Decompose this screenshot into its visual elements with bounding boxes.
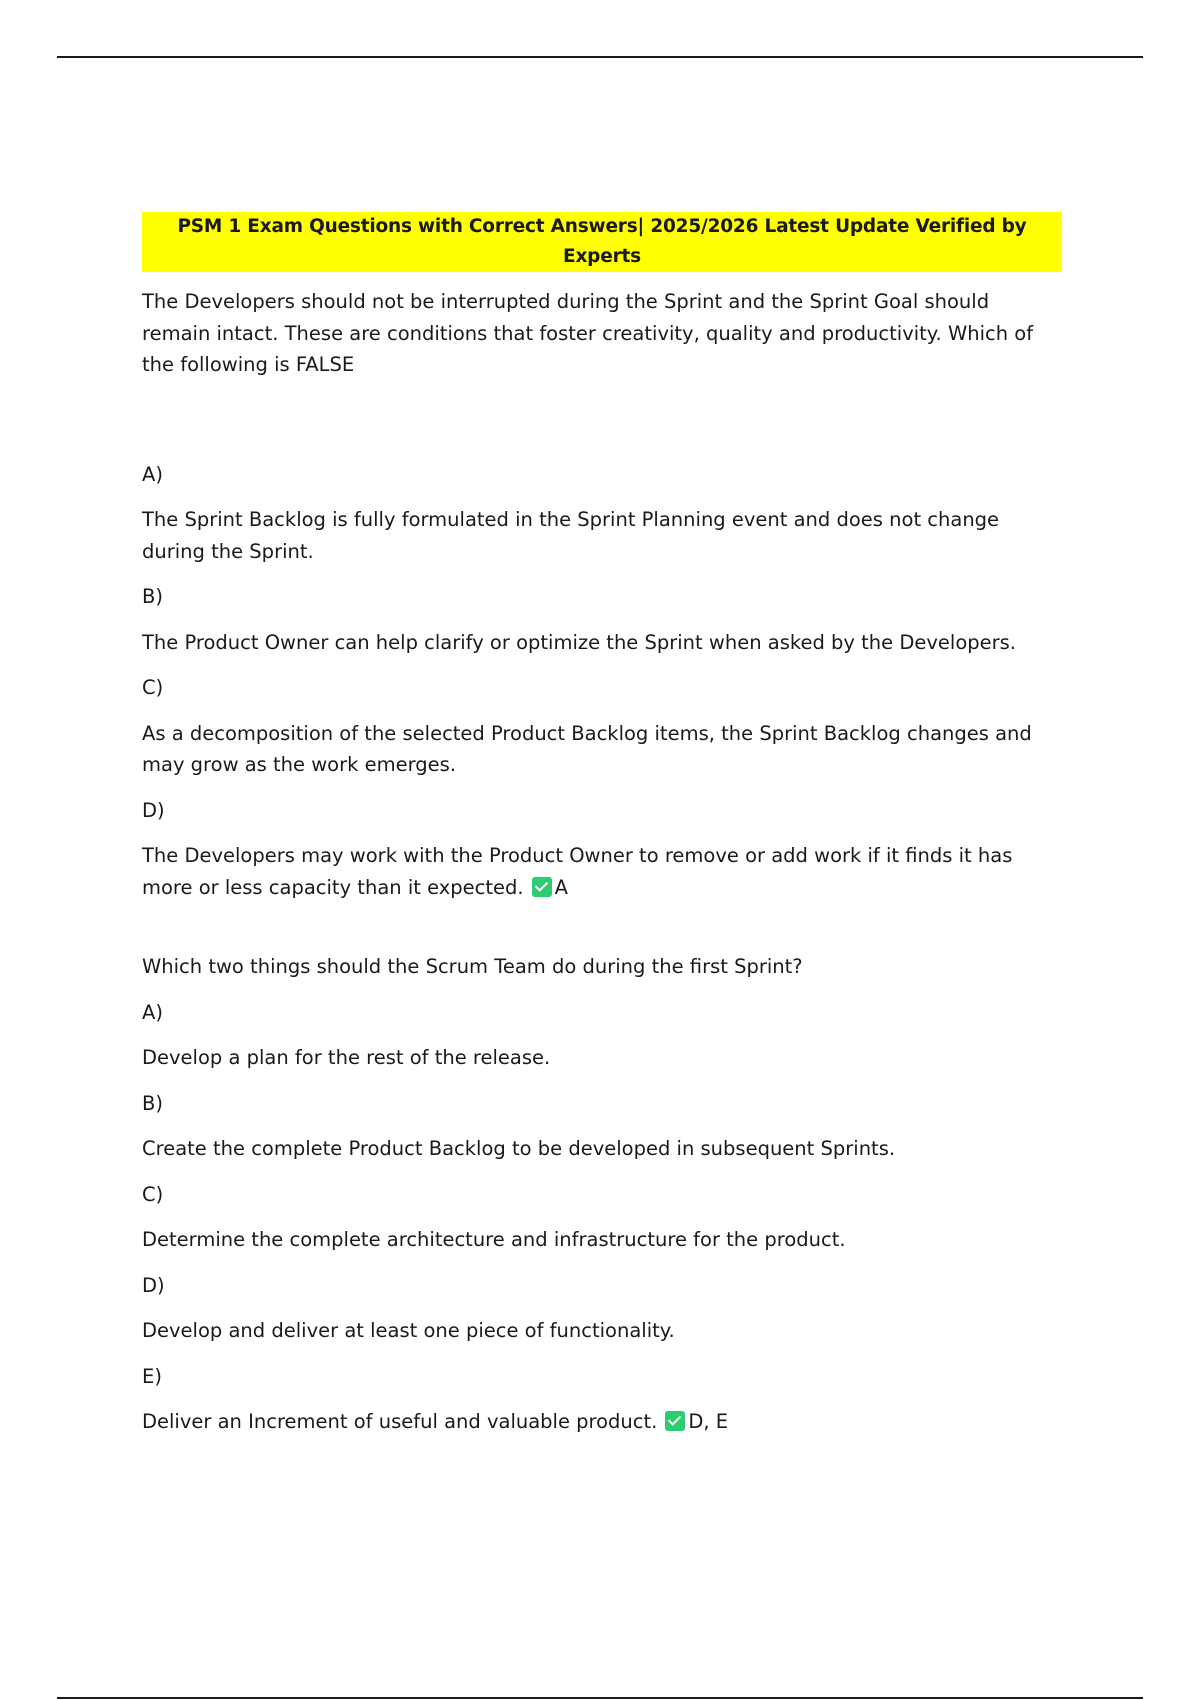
check-mark-icon — [532, 877, 552, 897]
option-letter: B) — [142, 585, 163, 608]
answer-key: A — [554, 875, 568, 899]
question-1 — [142, 286, 1062, 903]
option-letter: C) — [142, 676, 164, 699]
option-text: Deliver an Increment of useful and valuable product. — [142, 1410, 658, 1433]
option-text: Create the complete Product Backlog to be developed in subsequent Sprints. — [142, 1137, 896, 1160]
option-text: Determine the complete architecture and infrastructure for the product. — [142, 1228, 846, 1251]
option-text-with-answer — [142, 1406, 1062, 1438]
answer-key: D, E — [688, 1410, 729, 1433]
option-letter: D) — [142, 1273, 165, 1297]
option-letter: A) — [142, 1000, 163, 1024]
option-text: The Product Owner can help clarify or optimize the Sprint when asked by the Developers. — [142, 630, 1016, 654]
option-letter: A) — [142, 462, 163, 486]
option-letter: E) — [142, 1364, 162, 1388]
document-title: PSM 1 Exam Questions with Correct Answers| 2025/2026 Latest Update Verified by Experts — [142, 212, 1062, 272]
option-text: Develop and deliver at least one piece of functionality. — [142, 1319, 675, 1342]
option-letter: D) — [142, 798, 165, 822]
option-text: Develop a plan for the rest of the release. — [142, 1046, 551, 1069]
option-text: As a decomposition of the selected Product Backlog items, the Sprint Backlog changes and may grow as the work emerges. — [142, 721, 1032, 776]
title-wrap — [142, 212, 1062, 272]
option-text-with-answer — [142, 840, 1062, 903]
option-text: The Sprint Backlog is fully formulated in the Sprint Planning event and does not change during the Sprint. — [142, 508, 1000, 563]
header-rule — [57, 56, 1143, 58]
option-letter: C) — [142, 1182, 164, 1206]
question-2 — [142, 951, 1062, 1438]
question-text: Which two things should the Scrum Team do during the first Sprint? — [142, 955, 803, 978]
option-text: The Developers may work with the Product Owner to remove or add work if it finds it has more or less capacity than it expected. — [142, 844, 1013, 899]
document-body — [142, 212, 1062, 1452]
check-mark-icon — [665, 1411, 685, 1431]
footer-rule — [57, 1697, 1143, 1699]
question-text: The Developers should not be interrupted during the Sprint and the Sprint Goal should remain intact. These are conditions that foster creativity, quality and productivity. Which of the following is FALSE — [142, 290, 1034, 376]
option-letter: B) — [142, 1091, 163, 1115]
